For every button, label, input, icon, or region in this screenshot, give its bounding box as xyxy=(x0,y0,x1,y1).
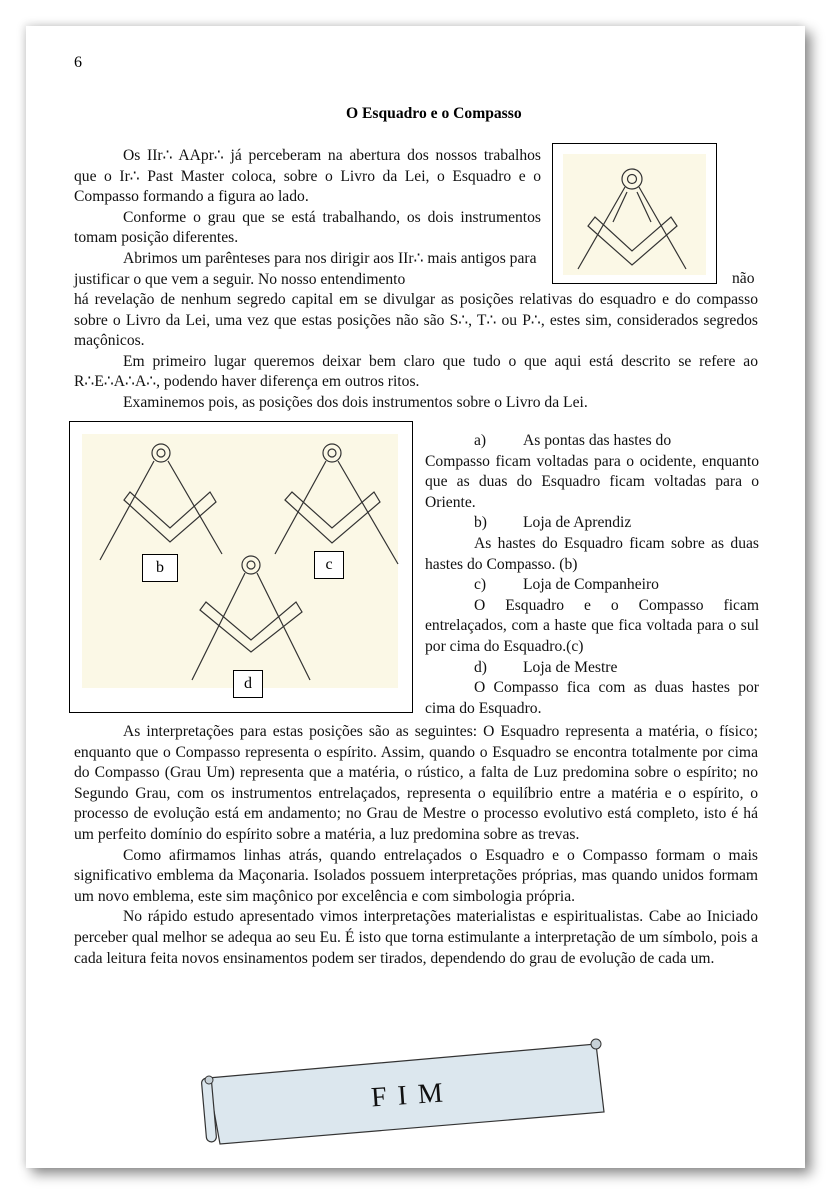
paragraph: Examinemos pois, as posições dos dois instrumentos sobre o Livro da Lei. xyxy=(123,393,588,411)
figure-label-b: b xyxy=(142,554,178,582)
list-item-d: d) Loja de Mestre xyxy=(474,658,618,676)
paragraph: há revelação de nenhum segredo capital em se divulgar as posições relativas do esquadro e do compasso sobre o Livro da Lei, uma vez que estas posições não são S∴, T∴ ou P∴, estes sim, considerados segredos maçônicos. xyxy=(74,291,758,350)
figure-square-compass xyxy=(552,143,717,284)
square-compass-b-icon xyxy=(100,444,222,560)
figure-label-d: d xyxy=(233,670,263,698)
page-number: 6 xyxy=(74,54,82,71)
list-item-text: Compasso ficam voltadas para o ocidente, enquanto que as duas do Esquadro ficam voltadas para o Oriente. xyxy=(425,452,759,511)
list-item-text: O Compasso fica com as duas hastes por cima do Esquadro. xyxy=(425,679,759,717)
continuation-word: não xyxy=(732,270,755,287)
paragraph: Como afirmamos linhas atrás, quando entrelaçados o Esquadro e o Compasso formam o mais significativo emblema da Maçonaria. Isolados possuem interpretações próprias, mas quando unidos formam um novo emblema, este sim maçônico por excelência e com simbologia própria. xyxy=(74,846,758,905)
square-compass-d-icon xyxy=(192,556,310,680)
list-item-a: a) As pontas das hastes do xyxy=(474,432,672,449)
figure-label-c: c xyxy=(314,551,344,579)
figure-positions xyxy=(69,421,413,713)
positions-illustration xyxy=(70,422,412,712)
list-item-c: c) Loja de Companheiro xyxy=(474,576,659,594)
paragraph: Os IIr∴ AApr∴ já perceberam na abertura dos nossos trabalhos que o Ir∴ Past Master coloca, sobre o Livro da Lei, o Esquadro e o Compasso formando a figura ao lado. xyxy=(74,147,541,206)
intro-text xyxy=(74,146,541,290)
paragraph: Em primeiro lugar queremos deixar bem claro que tudo o que aqui está descrito se refere ao R∴E∴A∴A∴, podendo haver diferença em outros ritos. xyxy=(74,352,758,391)
end-banner xyxy=(198,1026,618,1156)
banner-text: F I M xyxy=(370,1077,446,1114)
intro-continuation xyxy=(74,290,758,414)
paragraph: As interpretações para estas posições são as seguintes: O Esquadro representa a matéria, o físico; enquanto que o Compasso representa o espírito. Assim, quando o Esquadro se encontra totalmente por cima do Compasso (Grau Um) representa que a matéria, o rústico, a falta de Luz predomina sobre o espírito; no Segundo Grau, com os instrumentos entrelaçados, representa o equilíbrio entre a matéria e o espírito, o processo de evolução está em andamento; no Grau de Mestre o processo evolutivo está completo, isto é há um perfeito domínio do espírito sobre a matéria, a luz predomina sobre as trevas. xyxy=(74,723,758,843)
paragraph: Abrimos um parênteses para nos dirigir aos IIr∴ mais antigos para justificar o que vem a seguir. No nosso entendimento xyxy=(74,249,537,288)
page-title: O Esquadro e o Compasso xyxy=(346,105,522,122)
square-compass-icon xyxy=(553,144,716,283)
list-item-b: b) Loja de Aprendiz xyxy=(474,514,632,532)
square-compass-c-icon xyxy=(275,444,398,564)
paragraph: No rápido estudo apresentado vimos interpretações materialistas e espiritualistas. Cabe ao Iniciado perceber qual melhor se adequa ao seu Eu. É isto que torna estimulante a interpretação de um símbolo, pois a cada leitura feita novos ensinamentos podem ser tirados, dependendo do grau de evolução de cada um. xyxy=(74,908,758,967)
list-item-text: O Esquadro e o Compasso ficam entrelaçados, com a haste que fica voltada para o sul por cima do Esquadro.(c) xyxy=(425,596,759,655)
document-page xyxy=(26,26,805,1168)
positions-list xyxy=(425,431,759,719)
list-item-text: As hastes do Esquadro ficam sobre as duas hastes do Compasso. (b) xyxy=(425,534,759,573)
paragraph: Conforme o grau que se está trabalhando, os dois instrumentos tomam posição diferentes. xyxy=(74,208,541,247)
closing-text xyxy=(74,722,758,969)
